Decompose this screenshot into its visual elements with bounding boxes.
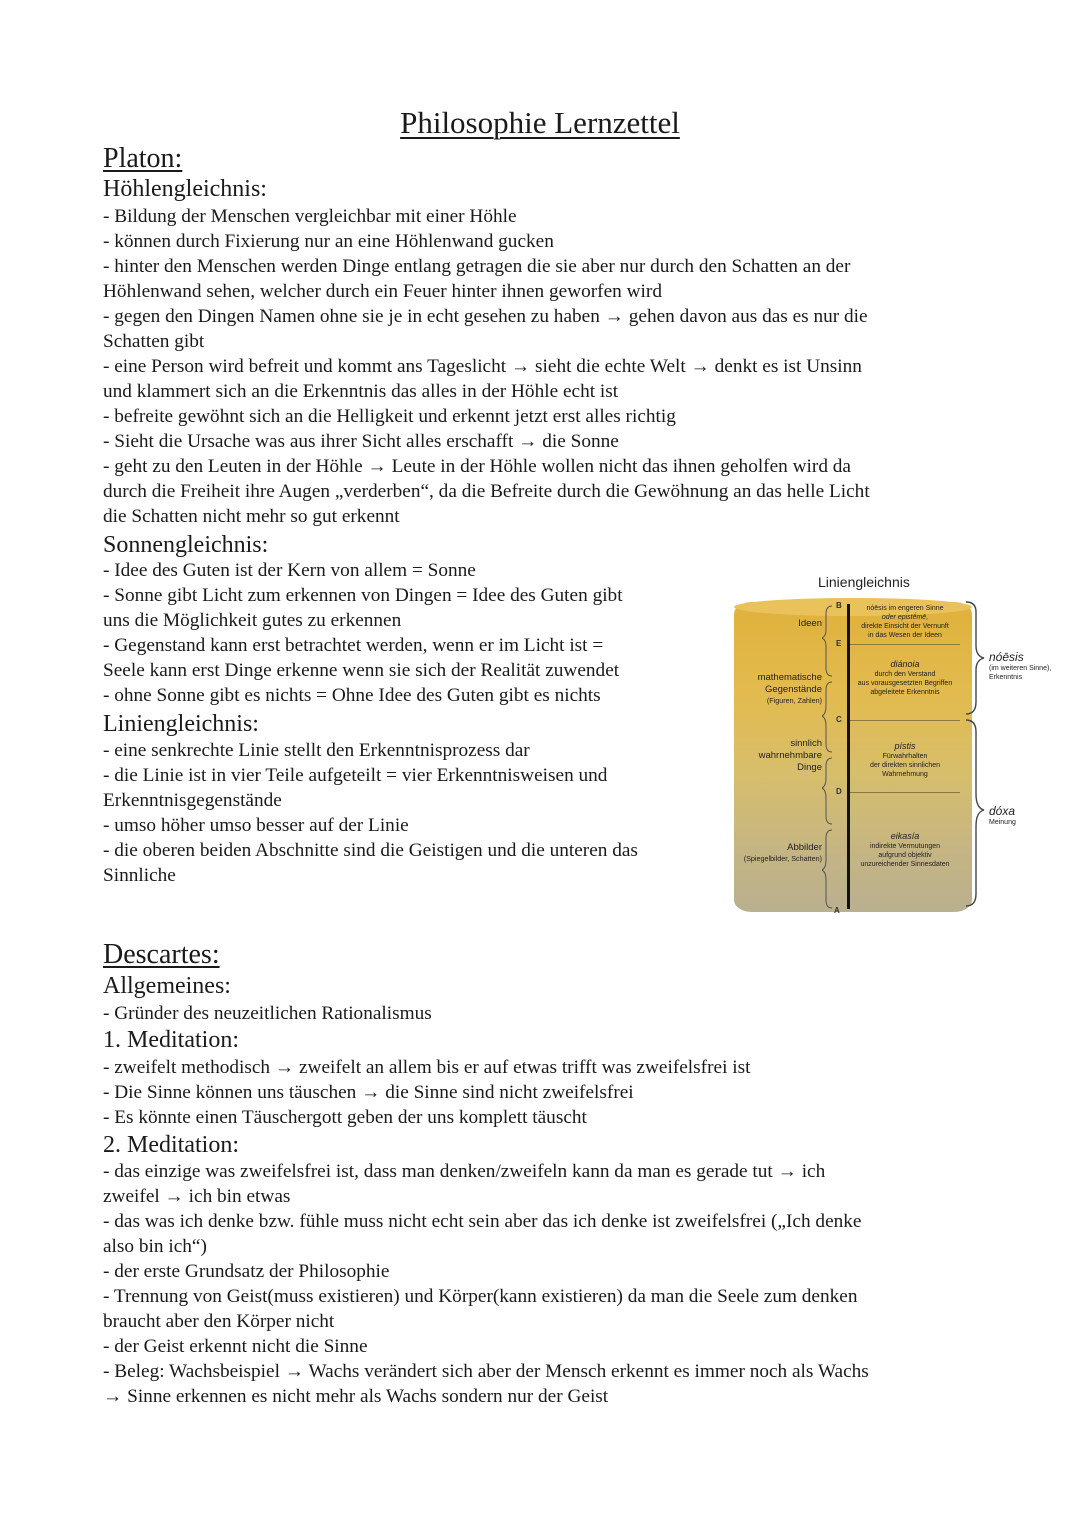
text-line: - ohne Sonne gibt es nichts = Ohne Idee des Guten gibt es nichts <box>103 685 601 706</box>
text-line: Höhlenwand sehen, welcher durch ein Feuer hinter ihnen geworfen wird <box>103 281 662 302</box>
diagram-label-sinnlich: sinnlich wahrnehmbare Dinge <box>758 738 822 773</box>
text-line: also bin ich“) <box>103 1236 207 1257</box>
diagram-label-ideen: Ideen <box>798 618 822 629</box>
diagram-noesis-wide: nóēsis (im weiteren Sinne), Erkenntnis <box>989 650 1052 681</box>
text-line: - Idee des Guten ist der Kern von allem = Sonne <box>103 560 476 581</box>
text-line: - eine senkrechte Linie stellt den Erkenntnisprozess dar <box>103 740 530 761</box>
diagram-right-braces <box>964 598 986 914</box>
text-line: - eine Person wird befreit und kommt ans Tageslicht → sieht die echte Welt → denkt es ist Unsinn <box>103 356 862 377</box>
text-line: - Die Sinne können uns täuschen → die Sinne sind nicht zweifelsfrei <box>103 1082 634 1103</box>
text-line: - Gründer des neuzeitlichen Rationalismus <box>103 1003 432 1024</box>
text-line: braucht aber den Körper nicht <box>103 1311 335 1332</box>
diagram-line-axis <box>847 604 850 909</box>
diagram-point-b: B <box>836 601 842 610</box>
text-line: und klammert sich an die Erkenntnis das alles in der Höhle echt ist <box>103 381 619 402</box>
subheading-hoehlengleichnis: Höhlengleichnis: <box>103 176 267 202</box>
text-line: - befreite gewöhnt sich an die Helligkeit und erkennt jetzt erst alles richtig <box>103 406 676 427</box>
text-line: - Trennung von Geist(muss existieren) und Körper(kann existieren) da man die Seele zum denken <box>103 1286 858 1307</box>
diagram-dianoia: diánoia durch den Verstand aus vorausgesetzten Begriffen abgeleitete Erkenntnis <box>857 659 953 696</box>
section-heading-descartes: Descartes: <box>103 939 220 970</box>
text-line: - Sieht die Ursache was aus ihrer Sicht alles erschafft → die Sonne <box>103 431 619 452</box>
diagram-point-d: D <box>836 787 842 796</box>
text-line: durch die Freiheit ihre Augen „verderben“, da die Befreite durch die Gewöhnung an das helle Licht <box>103 481 870 502</box>
text-line: - Gegenstand kann erst betrachtet werden, wenn er im Licht ist = <box>103 635 604 656</box>
text-line: Schatten gibt <box>103 331 205 352</box>
subheading-liniengleichnis: Liniengleichnis: <box>103 711 259 737</box>
diagram-point-c: C <box>836 715 842 724</box>
text-line: - der erste Grundsatz der Philosophie <box>103 1261 390 1282</box>
diagram-doxa: dóxa Meinung <box>989 804 1016 826</box>
diagram-label-mathematische: mathematische Gegenstände (Figuren, Zahlen) <box>757 672 822 705</box>
diagram-title: Liniengleichnis <box>818 574 910 590</box>
text-line: - geht zu den Leuten in der Höhle → Leute in der Höhle wollen nicht das ihnen geholfen wird da <box>103 456 851 477</box>
diagram-separator-d <box>850 792 960 793</box>
text-line: die Schatten nicht mehr so gut erkennt <box>103 506 400 527</box>
text-line: - zweifelt methodisch → zweifelt an allem bis er auf etwas trifft was zweifelsfrei ist <box>103 1057 751 1078</box>
text-line: → Sinne erkennen es nicht mehr als Wachs sondern nur der Geist <box>103 1386 609 1407</box>
text-line: - das einzige was zweifelsfrei ist, dass man denken/zweifeln kann da man es gerade tut → ich <box>103 1161 826 1182</box>
diagram-point-e: E <box>836 639 842 648</box>
text-line: - gegen den Dingen Namen ohne sie je in echt gesehen zu haben → gehen davon aus das es nur die <box>103 306 868 327</box>
text-line: - Sonne gibt Licht zum erkennen von Dingen = Idee des Guten gibt <box>103 585 623 606</box>
text-line: - Bildung der Menschen vergleichbar mit einer Höhle <box>103 206 517 227</box>
text-line: - das was ich denke bzw. fühle muss nicht echt sein aber das ich denke ist zweifelsfrei („Ich denke <box>103 1211 862 1232</box>
diagram-label-abbilder: Abbilder (Spiegelbilder, Schatten) <box>743 842 822 863</box>
text-line: zweifel → ich bin etwas <box>103 1186 291 1207</box>
subheading-allgemeines: Allgemeines: <box>103 973 231 999</box>
text-line: - Es könnte einen Täuschergott geben der uns komplett täuscht <box>103 1107 587 1128</box>
text-line: - die Linie ist in vier Teile aufgeteilt = vier Erkenntnisweisen und <box>103 765 608 786</box>
diagram-pistis: pístis Fürwahrhalten der direkten sinnlichen Wahrnehmung <box>869 741 941 778</box>
text-line: - umso höher umso besser auf der Linie <box>103 815 409 836</box>
text-line: - können durch Fixierung nur an eine Höhlenwand gucken <box>103 231 554 252</box>
subheading-sonnengleichnis: Sonnengleichnis: <box>103 532 269 558</box>
text-line: uns die Möglichkeit gutes zu erkennen <box>103 610 402 631</box>
text-line: Seele kann erst Dinge erkenne wenn sie sich der Realität zuwendet <box>103 660 620 681</box>
diagram-separator-c <box>850 720 960 721</box>
text-line: - Beleg: Wachsbeispiel → Wachs verändert sich aber der Mensch erkennt es immer noch als Wachs <box>103 1361 869 1382</box>
text-line: Erkenntnisgegenstände <box>103 790 282 811</box>
subheading-meditation-1: 1. Meditation: <box>103 1027 239 1053</box>
diagram-noesis-narrow: nóēsis im engeren Sinne oder epistḗmē, direkte Einsicht der Vernunft in das Wesen der Ideen <box>861 605 949 639</box>
diagram-eikasia: eikasía indirekte Vermutungen aufgrund objektiv unzureichender Sinnesdaten <box>860 831 950 868</box>
liniengleichnis-diagram <box>728 568 1080 918</box>
subheading-meditation-2: 2. Meditation: <box>103 1132 239 1158</box>
diagram-left-braces <box>822 604 834 914</box>
diagram-separator-e <box>850 644 960 645</box>
text-line: - hinter den Menschen werden Dinge entlang getragen die sie aber nur durch den Schatten an der <box>103 256 851 277</box>
section-heading-platon: Platon: <box>103 143 183 174</box>
text-line: - der Geist erkennt nicht die Sinne <box>103 1336 368 1357</box>
diagram-point-a: A <box>834 906 840 915</box>
text-line: - die oberen beiden Abschnitte sind die Geistigen und die unteren das <box>103 840 638 861</box>
page-title: Philosophie Lernzettel <box>400 105 680 140</box>
text-line: Sinnliche <box>103 865 176 886</box>
